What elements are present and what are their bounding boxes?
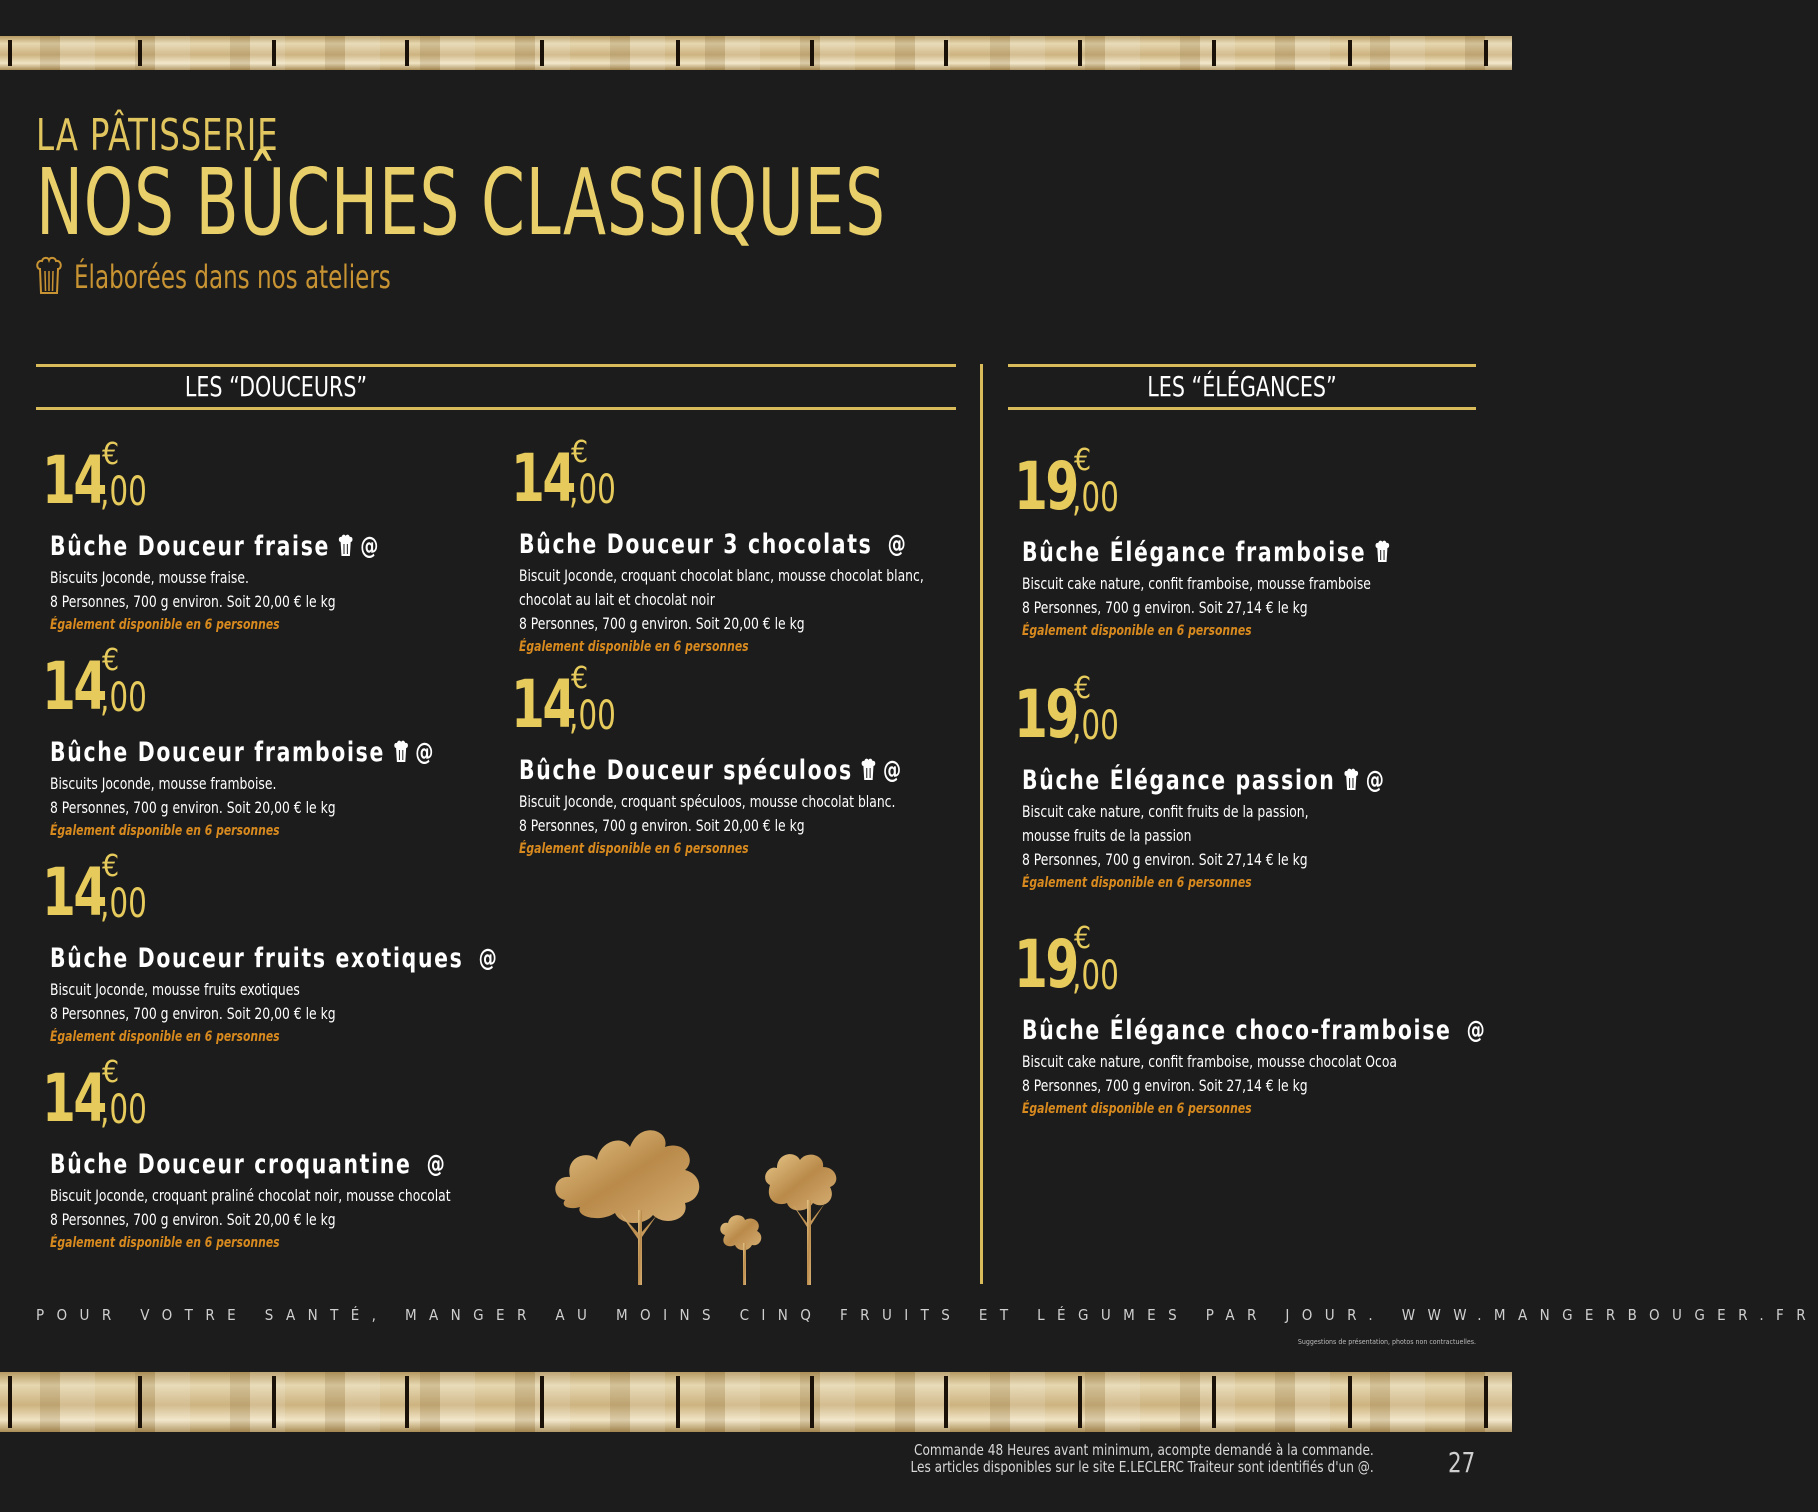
price-cents: ,00 bbox=[1072, 703, 1119, 749]
product-weight: 8 Personnes, 700 g environ. Soit 20,00 € le kg bbox=[519, 816, 805, 835]
product-description: Biscuit cake nature, confit framboise, mousse chocolat Ocoa bbox=[1022, 1052, 1398, 1071]
product-availability: Également disponible en 6 personnes bbox=[50, 823, 280, 839]
online-available-icon: @ bbox=[887, 530, 908, 558]
product-item bbox=[42, 437, 502, 636]
price-tag bbox=[42, 437, 502, 526]
product-name-row bbox=[1022, 1010, 1487, 1050]
chef-hat-icon bbox=[338, 534, 353, 558]
price-integer: 19 bbox=[1014, 676, 1077, 753]
price-currency: € bbox=[102, 1055, 120, 1090]
product-description: Biscuit Joconde, croquant praliné chocolat noir, mousse chocolat bbox=[50, 1186, 451, 1205]
chef-hat-icon bbox=[1344, 768, 1359, 792]
price-tag bbox=[511, 435, 971, 524]
chef-hat-icon bbox=[1375, 540, 1390, 564]
price-cents: ,00 bbox=[100, 675, 147, 721]
product-item bbox=[511, 661, 971, 860]
product-weight: 8 Personnes, 700 g environ. Soit 20,00 € le kg bbox=[50, 1004, 336, 1023]
price-currency: € bbox=[1074, 443, 1092, 478]
product-availability: Également disponible en 6 personnes bbox=[50, 1235, 280, 1251]
product-description: Biscuit Joconde, croquant spéculoos, mousse chocolat blanc. bbox=[519, 792, 896, 811]
price-cents: ,00 bbox=[100, 469, 147, 515]
product-description: Biscuit Joconde, mousse fruits exotiques bbox=[50, 980, 300, 999]
page-number: 27 bbox=[1448, 1446, 1476, 1479]
chef-hat-icon bbox=[36, 257, 62, 297]
product-name-row bbox=[1022, 760, 1402, 800]
product-availability: Également disponible en 6 personnes bbox=[1022, 1101, 1252, 1117]
price-cents: ,00 bbox=[100, 1087, 147, 1133]
price-tag bbox=[42, 643, 502, 732]
price-currency: € bbox=[571, 435, 589, 470]
bottom-wood-band bbox=[0, 1372, 1512, 1432]
price-cents: ,00 bbox=[100, 881, 147, 927]
douceurs-rule-bottom bbox=[36, 407, 956, 410]
top-wood-band bbox=[0, 36, 1512, 70]
product-weight: 8 Personnes, 700 g environ. Soit 27,14 € le kg bbox=[1022, 850, 1308, 869]
chef-hat-icon bbox=[861, 758, 876, 782]
product-name-row bbox=[50, 938, 499, 978]
product-weight: 8 Personnes, 700 g environ. Soit 20,00 € le kg bbox=[50, 1210, 336, 1229]
product-name: Bûche Élégance passion bbox=[1022, 764, 1336, 796]
price-currency: € bbox=[102, 643, 120, 678]
product-item bbox=[511, 435, 971, 658]
online-available-icon: @ bbox=[415, 738, 436, 766]
section-heading-douceurs: LES “DOUCEURS” bbox=[184, 370, 368, 403]
product-name-row bbox=[1022, 532, 1402, 572]
product-description: Biscuits Joconde, mousse fraise. bbox=[50, 568, 249, 587]
price-integer: 14 bbox=[511, 666, 574, 743]
elegances-rule-bottom bbox=[1008, 407, 1476, 410]
page-subtitle: Élaborées dans nos ateliers bbox=[74, 258, 391, 296]
online-available-icon: @ bbox=[1466, 1016, 1487, 1044]
product-description: Biscuit cake nature, confit framboise, mousse framboise bbox=[1022, 574, 1371, 593]
price-integer: 14 bbox=[42, 648, 105, 725]
page-kicker: LA PÂTISSERIE bbox=[36, 110, 279, 161]
online-available-icon: @ bbox=[478, 944, 499, 972]
product-availability: Également disponible en 6 personnes bbox=[1022, 875, 1252, 891]
price-currency: € bbox=[102, 849, 120, 884]
footnote-line-1: Commande 48 Heures avant minimum, acompte demandé à la commande. bbox=[914, 1441, 1374, 1459]
product-description: Biscuit cake nature, confit fruits de la passion, mousse fruits de la passion bbox=[1022, 802, 1309, 845]
price-integer: 14 bbox=[511, 440, 574, 517]
product-name-row bbox=[50, 732, 436, 772]
product-weight: 8 Personnes, 700 g environ. Soit 27,14 € le kg bbox=[1022, 1076, 1308, 1095]
product-availability: Également disponible en 6 personnes bbox=[519, 841, 749, 857]
golden-trees-illustration bbox=[545, 1115, 875, 1290]
price-integer: 19 bbox=[1014, 926, 1077, 1003]
douceurs-rule-top bbox=[36, 364, 956, 367]
product-availability: Également disponible en 6 personnes bbox=[50, 617, 280, 633]
legal-notice: Suggestions de présentation, photos non contractuelles. bbox=[1297, 1338, 1476, 1346]
product-name-row bbox=[50, 1144, 447, 1184]
product-availability: Également disponible en 6 personnes bbox=[50, 1029, 280, 1045]
price-integer: 14 bbox=[42, 854, 105, 931]
product-name: Bûche Douceur fraise bbox=[50, 530, 331, 562]
product-item bbox=[1014, 671, 1474, 894]
price-cents: ,00 bbox=[1072, 953, 1119, 999]
product-name: Bûche Douceur spéculoos bbox=[519, 754, 853, 786]
page-title: NOS BÛCHES CLASSIQUES bbox=[36, 149, 886, 256]
product-item bbox=[42, 1055, 502, 1254]
product-weight: 8 Personnes, 700 g environ. Soit 27,14 € le kg bbox=[1022, 598, 1308, 617]
price-currency: € bbox=[1074, 671, 1092, 706]
section-heading-elegances: LES “ÉLÉGANCES” bbox=[1147, 370, 1337, 403]
price-tag bbox=[42, 849, 502, 938]
price-integer: 14 bbox=[42, 1060, 105, 1137]
price-integer: 14 bbox=[42, 442, 105, 519]
product-name-row bbox=[519, 524, 908, 564]
price-cents: ,00 bbox=[1072, 475, 1119, 521]
price-tag bbox=[511, 661, 971, 750]
order-footnote bbox=[911, 1442, 1374, 1476]
product-weight: 8 Personnes, 700 g environ. Soit 20,00 € le kg bbox=[519, 614, 805, 633]
price-cents: ,00 bbox=[569, 467, 616, 513]
online-available-icon: @ bbox=[360, 532, 381, 560]
online-available-icon: @ bbox=[883, 756, 903, 784]
product-description: Biscuit Joconde, croquant chocolat blanc, mousse chocolat blanc, chocolat au lait et chocolat noir bbox=[519, 566, 924, 609]
product-item bbox=[1014, 443, 1474, 642]
product-item bbox=[1014, 921, 1487, 1120]
price-tag bbox=[1014, 921, 1474, 1010]
elegances-rule-top bbox=[1008, 364, 1476, 367]
price-tag bbox=[42, 1055, 502, 1144]
product-name-row bbox=[50, 526, 430, 566]
product-name: Bûche Douceur 3 chocolats bbox=[519, 528, 873, 560]
health-message: POUR VOTRE SANTÉ, MANGER AU MOINS CINQ FRUITS ET LÉGUMES PAR JOUR. WWW.MANGERBOUGER.FR bbox=[36, 1306, 1818, 1324]
price-currency: € bbox=[102, 437, 120, 472]
product-name-row bbox=[519, 750, 903, 790]
price-integer: 19 bbox=[1014, 448, 1077, 525]
product-availability: Également disponible en 6 personnes bbox=[1022, 623, 1252, 639]
product-name: Bûche Élégance framboise bbox=[1022, 536, 1367, 568]
online-available-icon: @ bbox=[1365, 766, 1386, 794]
product-name: Bûche Douceur fruits exotiques bbox=[50, 942, 464, 974]
product-name: Bûche Douceur croquantine bbox=[50, 1148, 412, 1180]
price-currency: € bbox=[1074, 921, 1092, 956]
price-currency: € bbox=[571, 661, 589, 696]
product-availability: Également disponible en 6 personnes bbox=[519, 639, 749, 655]
footnote-line-2: Les articles disponibles sur le site E.LECLERC Traiteur sont identifiés d'un @. bbox=[910, 1458, 1374, 1476]
product-description: Biscuits Joconde, mousse framboise. bbox=[50, 774, 277, 793]
price-tag bbox=[1014, 443, 1474, 532]
chef-hat-icon bbox=[393, 740, 408, 764]
product-weight: 8 Personnes, 700 g environ. Soit 20,00 € le kg bbox=[50, 798, 336, 817]
price-cents: ,00 bbox=[569, 693, 616, 739]
product-weight: 8 Personnes, 700 g environ. Soit 20,00 € le kg bbox=[50, 592, 336, 611]
product-name: Bûche Élégance choco-framboise bbox=[1022, 1014, 1452, 1046]
online-available-icon: @ bbox=[426, 1150, 447, 1178]
product-item bbox=[42, 643, 502, 842]
subtitle-row bbox=[36, 254, 470, 300]
product-name: Bûche Douceur framboise bbox=[50, 736, 385, 768]
price-tag bbox=[1014, 671, 1474, 760]
product-item bbox=[42, 849, 502, 1048]
